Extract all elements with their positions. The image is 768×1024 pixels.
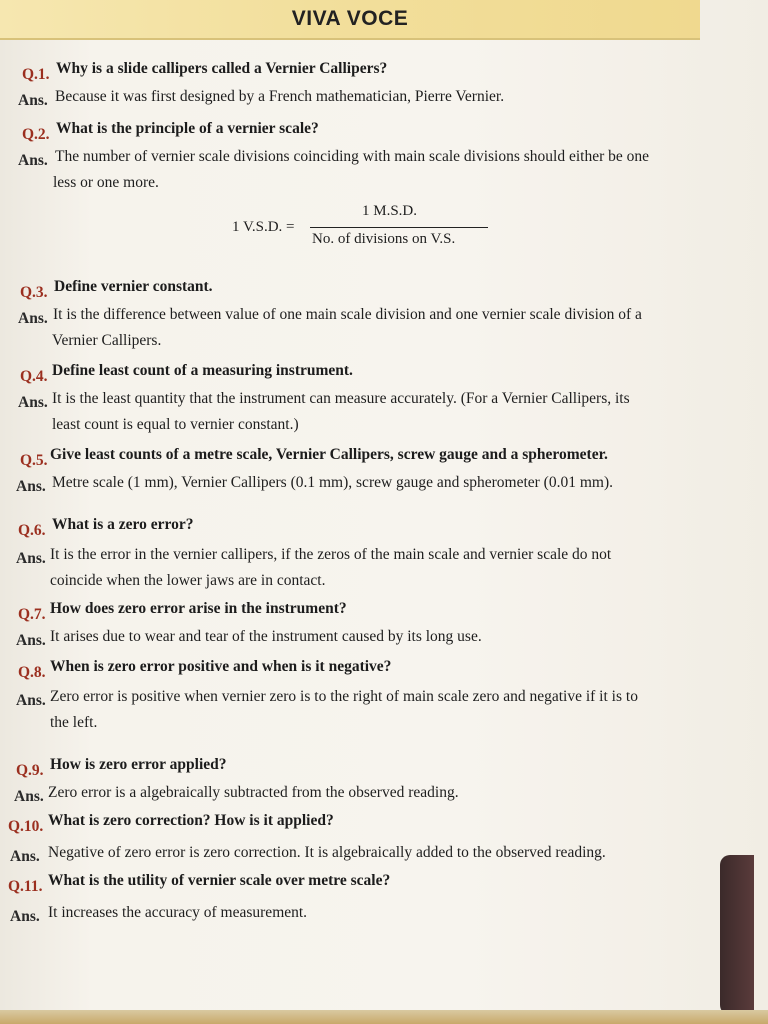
qa-item-8 bbox=[0, 656, 740, 734]
question-text: Give least counts of a metre scale, Vernier Callipers, screw gauge and a spherometer. bbox=[50, 446, 608, 463]
question-text: What is the principle of a vernier scale? bbox=[56, 120, 319, 137]
question-text: How does zero error arise in the instrument? bbox=[50, 600, 347, 617]
answer-text-line-2: least count is equal to vernier constant.) bbox=[52, 416, 299, 433]
question-label: Q.7. bbox=[18, 606, 46, 623]
question-row bbox=[0, 810, 740, 835]
answer-text: Zero error is a algebraically subtracted from the observed reading. bbox=[48, 784, 459, 801]
answer-row bbox=[0, 544, 740, 592]
question-row bbox=[0, 754, 740, 779]
answer-label: Ans. bbox=[16, 632, 46, 649]
question-label: Q.10. bbox=[8, 818, 44, 835]
answer-label: Ans. bbox=[18, 394, 48, 411]
question-row bbox=[0, 444, 740, 469]
question-row bbox=[0, 870, 740, 895]
answer-text-line-2: the left. bbox=[50, 714, 98, 731]
question-label: Q.3. bbox=[20, 284, 48, 301]
answer-text: It arises due to wear and tear of the instrument caused by its long use. bbox=[50, 628, 482, 645]
qa-item-6 bbox=[0, 514, 740, 592]
question-row bbox=[0, 598, 740, 623]
answer-row bbox=[0, 782, 740, 804]
question-label: Q.9. bbox=[16, 762, 44, 779]
question-text: What is the utility of vernier scale over metre scale? bbox=[48, 872, 391, 889]
question-label: Q.2. bbox=[22, 126, 50, 143]
question-label: Q.6. bbox=[18, 522, 46, 539]
answer-text-line-1: It is the error in the vernier callipers, if the zeros of the main scale and vernier scale do not bbox=[50, 546, 612, 563]
answer-label: Ans. bbox=[16, 478, 46, 495]
answer-text-line-2: Vernier Callipers. bbox=[52, 332, 162, 349]
answer-row bbox=[0, 388, 740, 436]
answer-label: Ans. bbox=[16, 550, 46, 567]
qa-item-3 bbox=[0, 276, 740, 352]
answer-row bbox=[0, 146, 740, 194]
page-bottom-edge bbox=[0, 1010, 768, 1024]
question-row bbox=[0, 360, 740, 385]
answer-row bbox=[0, 86, 740, 108]
qa-item-5 bbox=[0, 444, 740, 494]
question-text: When is zero error positive and when is it negative? bbox=[50, 658, 392, 675]
question-text: How is zero error applied? bbox=[50, 756, 227, 773]
answer-label: Ans. bbox=[16, 692, 46, 709]
answer-text: It increases the accuracy of measurement. bbox=[48, 904, 308, 921]
formula-lhs: 1 V.S.D. = bbox=[232, 219, 295, 235]
book-edge-tab bbox=[720, 855, 754, 1015]
formula-numerator: 1 M.S.D. bbox=[362, 203, 418, 219]
answer-text: Negative of zero error is zero correction. It is algebraically added to the observed reading. bbox=[48, 844, 606, 861]
question-row bbox=[0, 58, 740, 83]
answer-text-line-1: The number of vernier scale divisions coinciding with main scale divisions should either be one bbox=[55, 148, 650, 165]
qa-item-11 bbox=[0, 870, 740, 924]
question-label: Q.1. bbox=[22, 66, 50, 83]
question-text: Why is a slide callipers called a Vernier Callipers? bbox=[56, 60, 388, 77]
answer-label: Ans. bbox=[18, 310, 48, 327]
answer-row bbox=[0, 902, 740, 924]
vsd-formula bbox=[232, 203, 492, 255]
answer-label: Ans. bbox=[14, 788, 44, 805]
answer-text-line-2: less or one more. bbox=[53, 174, 159, 191]
question-label: Q.11. bbox=[8, 878, 43, 895]
answer-label: Ans. bbox=[18, 92, 48, 109]
question-row bbox=[0, 514, 740, 539]
question-text: Define vernier constant. bbox=[54, 278, 213, 295]
answer-text: Because it was first designed by a French mathematician, Pierre Vernier. bbox=[55, 88, 505, 105]
qa-item-4 bbox=[0, 360, 740, 436]
qa-item-9 bbox=[0, 754, 740, 804]
question-text: What is a zero error? bbox=[52, 516, 194, 533]
question-row bbox=[0, 656, 740, 681]
qa-item-1 bbox=[0, 58, 740, 108]
answer-row bbox=[0, 842, 740, 864]
answer-row bbox=[0, 626, 740, 648]
section-title: VIVA VOCE bbox=[291, 7, 409, 30]
formula-denominator: No. of divisions on V.S. bbox=[312, 231, 456, 247]
answer-text-line-1: Zero error is positive when vernier zero is to the right of main scale zero and negative if it is to bbox=[50, 688, 638, 705]
answer-text-line-1: It is the least quantity that the instrument can measure accurately. (For a Vernier Callipers, its bbox=[52, 390, 630, 407]
question-text: What is zero correction? How is it applied? bbox=[48, 812, 334, 829]
answer-label: Ans. bbox=[10, 908, 40, 925]
question-row bbox=[0, 276, 740, 301]
question-label: Q.4. bbox=[20, 368, 48, 385]
answer-text-line-2: coincide when the lower jaws are in contact. bbox=[50, 572, 326, 589]
answer-text-line-1: It is the difference between value of one main scale division and one vernier scale division of a bbox=[53, 306, 642, 323]
qa-item-7 bbox=[0, 598, 740, 648]
section-banner bbox=[0, 0, 700, 40]
qa-item-10 bbox=[0, 810, 740, 864]
answer-row bbox=[0, 686, 740, 734]
answer-label: Ans. bbox=[18, 152, 48, 169]
fraction-bar bbox=[310, 227, 488, 228]
answer-label: Ans. bbox=[10, 848, 40, 865]
answer-row bbox=[0, 304, 740, 352]
qa-item-2 bbox=[0, 118, 740, 194]
answer-text: Metre scale (1 mm), Vernier Callipers (0.1 mm), screw gauge and spherometer (0.01 mm). bbox=[52, 474, 613, 491]
question-text: Define least count of a measuring instrument. bbox=[52, 362, 353, 379]
answer-row bbox=[0, 472, 740, 494]
question-label: Q.8. bbox=[18, 664, 46, 681]
question-label: Q.5. bbox=[20, 452, 48, 469]
question-row bbox=[0, 118, 740, 143]
